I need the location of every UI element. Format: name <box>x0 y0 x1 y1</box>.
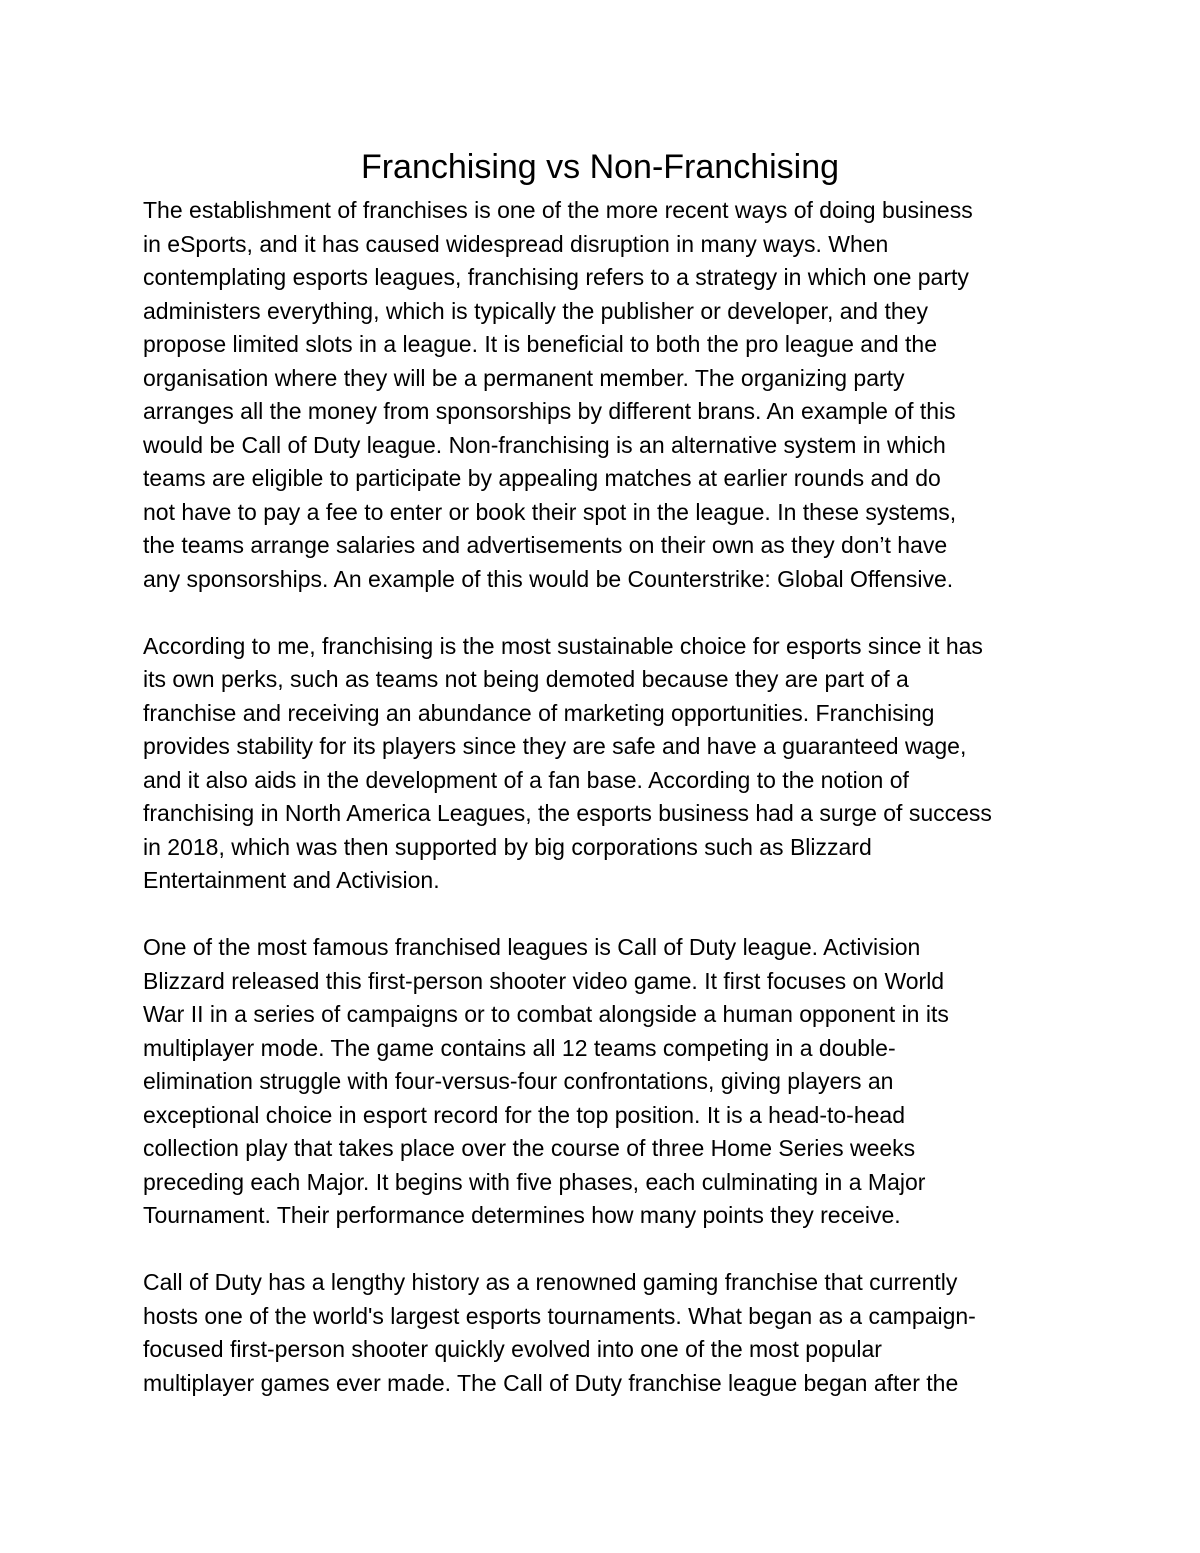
paragraph-line: its own perks, such as teams not being demoted because they are part of a <box>143 666 909 692</box>
paragraph-line: would be Call of Duty league. Non-franchising is an alternative system in which <box>143 431 946 458</box>
paragraph-line: Entertainment and Activision. <box>143 867 440 893</box>
paragraph <box>143 931 1073 1233</box>
paragraph-line: contemplating esports leagues, franchising refers to a strategy in which one party <box>143 264 969 290</box>
paragraph-line: and it also aids in the development of a fan base. According to the notion of <box>143 766 909 793</box>
paragraph <box>143 1266 1073 1400</box>
paragraph-line: focused first-person shooter quickly evolved into one of the most popular <box>143 1336 882 1362</box>
paragraph-line: hosts one of the world's largest esports tournaments. What began as a campaign- <box>143 1302 976 1329</box>
document-body <box>143 194 1073 1434</box>
paragraph-line: organisation where they will be a permanent member. The organizing party <box>143 364 905 391</box>
paragraph-line: administers everything, which is typically the publisher or developer, and they <box>143 297 928 324</box>
document-title: Franchising vs Non-Franchising <box>360 148 840 186</box>
paragraph-line: exceptional choice in esport record for the top position. It is a head-to-head <box>143 1101 906 1128</box>
paragraph-line: The establishment of franchises is one of the more recent ways of doing business <box>143 197 973 223</box>
paragraph-line: in 2018, which was then supported by big corporations such as Blizzard <box>143 833 872 860</box>
paragraph-line: teams are eligible to participate by appealing matches at earlier rounds and do <box>143 465 941 491</box>
paragraph-line: any sponsorships. An example of this would be Counterstrike: Global Offensive. <box>143 565 954 592</box>
paragraph-line: preceding each Major. It begins with five phases, each culminating in a Major <box>143 1168 926 1195</box>
paragraph-line: Call of Duty has a lengthy history as a renowned gaming franchise that currently <box>143 1269 958 1295</box>
paragraph-line: arranges all the money from sponsorships by different brans. An example of this <box>143 398 956 424</box>
paragraph <box>143 630 1073 898</box>
paragraph-line: not have to pay a fee to enter or book their spot in the league. In these systems, <box>143 498 957 525</box>
paragraph-line: elimination struggle with four-versus-four confrontations, giving players an <box>143 1068 894 1094</box>
paragraph <box>143 194 1073 596</box>
paragraph-line: franchise and receiving an abundance of marketing opportunities. Franchising <box>143 699 935 726</box>
paragraph-line: According to me, franchising is the most sustainable choice for esports since it has <box>143 632 983 659</box>
paragraph-line: in eSports, and it has caused widespread disruption in many ways. When <box>143 230 889 257</box>
paragraph-line: propose limited slots in a league. It is beneficial to both the pro league and the <box>143 331 938 357</box>
paragraph-line: provides stability for its players since they are safe and have a guaranteed wage, <box>143 733 967 759</box>
paragraph-line: One of the most famous franchised leagues is Call of Duty league. Activision <box>143 934 921 960</box>
paragraph-line: War II in a series of campaigns or to combat alongside a human opponent in its <box>143 1001 949 1027</box>
paragraph-line: collection play that takes place over the course of three Home Series weeks <box>143 1135 916 1161</box>
paragraph-line: multiplayer games ever made. The Call of Duty franchise league began after the <box>143 1369 959 1396</box>
paragraph-line: multiplayer mode. The game contains all 12 teams competing in a double- <box>143 1034 896 1061</box>
paragraph-line: Tournament. Their performance determines how many points they receive. <box>143 1202 901 1228</box>
paragraph-line: franchising in North America Leagues, the esports business had a surge of success <box>143 800 992 826</box>
paragraph-line: the teams arrange salaries and advertisements on their own as they don’t have <box>143 532 948 558</box>
paragraph-line: Blizzard released this first-person shooter video game. It first focuses on World <box>143 967 945 994</box>
